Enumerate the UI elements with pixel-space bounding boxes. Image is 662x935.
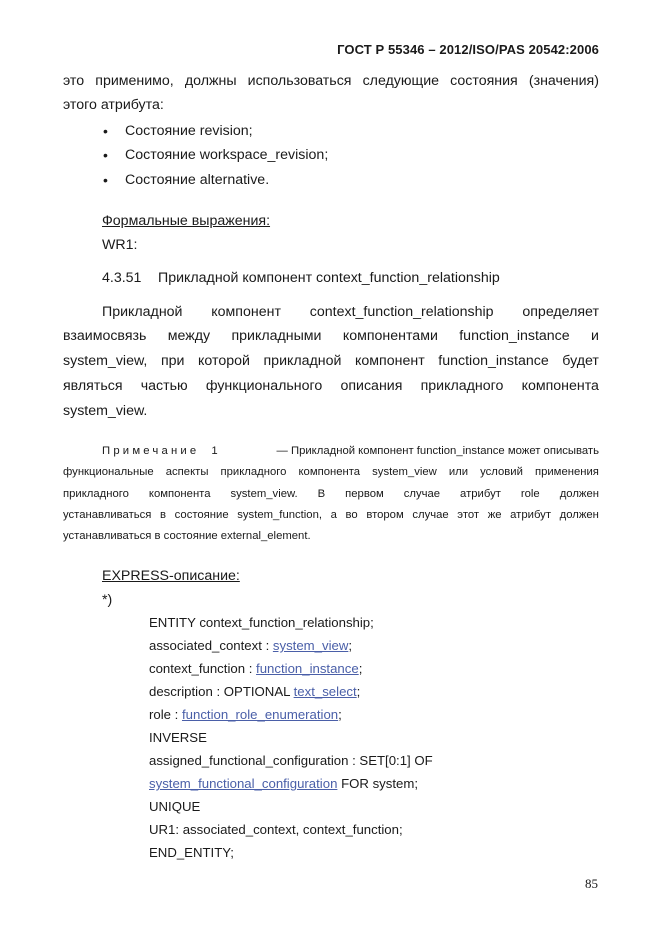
word: В — [317, 488, 326, 500]
section-number: 4.3.51 — [102, 270, 142, 286]
word: должен — [559, 488, 599, 500]
attr-label: context_function : — [149, 661, 257, 676]
word: которой — [198, 353, 250, 369]
note-line-5: устанавливаться в состояние external_element. — [63, 530, 311, 542]
inverse-for-clause: FOR system; — [337, 776, 418, 791]
word: Прикладной — [102, 304, 183, 320]
word: условий — [480, 466, 523, 478]
semicolon: ; — [338, 707, 342, 722]
word: функциональные — [63, 466, 154, 478]
word: определяет — [522, 304, 599, 320]
express-open-marker: *) — [102, 592, 113, 608]
word: этот — [457, 509, 480, 521]
express-heading: EXPRESS-описание: — [102, 568, 240, 584]
word: прикладного — [63, 488, 129, 500]
word: system_function, — [237, 509, 323, 521]
paragraph-line-5: system_view. — [63, 403, 148, 419]
type-link-system-functional-configuration[interactable]: system_functional_configuration — [149, 776, 338, 791]
word: будет — [562, 353, 599, 369]
word: context_function_relationship — [309, 304, 494, 320]
word: role — [520, 488, 540, 500]
entity-declaration: ENTITY context_function_relationship; — [149, 615, 374, 630]
word: являться — [63, 378, 123, 394]
note-line-4 — [63, 507, 599, 523]
attr-role — [149, 706, 342, 724]
inverse-attribute: assigned_functional_configuration : SET[0:1] OF — [149, 753, 433, 768]
paragraph-line-2 — [63, 327, 599, 345]
word: system_view, — [63, 353, 148, 369]
end-entity: END_ENTITY; — [149, 845, 234, 860]
word: компонента — [298, 466, 361, 478]
word: применения — [534, 466, 599, 478]
type-link-text-select[interactable]: text_select — [293, 684, 357, 699]
attr-label: associated_context : — [149, 638, 273, 653]
word: прикладными — [231, 328, 322, 344]
note-line-1 — [102, 443, 599, 459]
note-number: 1 — [211, 445, 218, 457]
bullet-icon: • — [103, 172, 108, 188]
word: состояния — [450, 73, 518, 89]
word: атрибут — [510, 509, 551, 521]
word: должен — [559, 509, 599, 521]
word: взаимосвязь — [63, 328, 147, 344]
word: аспекты — [165, 466, 209, 478]
bullet-item-1: Состояние revision; — [125, 123, 253, 139]
attr-associated-context — [149, 637, 352, 655]
word: первом — [345, 488, 384, 500]
note-line-1-text: — Прикладной компонент function_instance может описывать — [276, 445, 599, 457]
word: случае — [403, 488, 441, 500]
note-line-2 — [63, 464, 599, 480]
word: а — [330, 509, 337, 521]
word: system_view. — [230, 488, 298, 500]
word: применимо, — [95, 73, 174, 89]
word: компонент — [211, 304, 281, 320]
word: между — [167, 328, 211, 344]
semicolon: ; — [358, 661, 363, 676]
word: во — [345, 509, 358, 521]
word: прикладного — [220, 466, 287, 478]
paragraph-line-3 — [63, 352, 599, 370]
word: атрибут — [460, 488, 501, 500]
word: прикладного — [420, 378, 504, 394]
paragraph-line-4 — [63, 377, 599, 395]
word: устанавливаться — [63, 509, 152, 521]
page-number: 85 — [585, 876, 598, 891]
document-header: ГОСТ Р 55346 – 2012/ISO/PAS 20542:2006 — [337, 42, 599, 57]
word: system_view — [372, 466, 437, 478]
word: и — [591, 328, 599, 344]
bullet-icon: • — [103, 123, 108, 139]
word: описания — [340, 378, 403, 394]
word: же — [487, 509, 502, 521]
word: втором — [366, 509, 404, 521]
word: компонент — [355, 353, 425, 369]
wr1-label: WR1: — [102, 237, 138, 253]
unique-keyword: UNIQUE — [149, 799, 201, 814]
word: или — [448, 466, 469, 478]
word: компонента — [521, 378, 599, 394]
word: состояние — [174, 509, 229, 521]
word: при — [160, 353, 185, 369]
attr-context-function — [149, 660, 362, 678]
attr-label: role : — [149, 707, 182, 722]
note-line-3 — [63, 486, 599, 502]
word: использоваться — [247, 73, 352, 89]
intro-line-2: этого атрибута: — [63, 97, 164, 113]
unique-rule: UR1: associated_context, context_function; — [149, 822, 403, 837]
formal-expressions-heading: Формальные выражения: — [102, 213, 271, 229]
word: function_instance — [459, 328, 570, 344]
semicolon: ; — [348, 638, 353, 653]
inverse-attribute-cont — [149, 775, 418, 793]
bullet-item-2: Состояние workspace_revision; — [125, 147, 329, 163]
word: должны — [184, 73, 237, 89]
word: в — [160, 509, 167, 521]
paragraph-line-1 — [102, 303, 599, 321]
word: частью — [140, 378, 188, 394]
note-label: Примечание — [102, 445, 200, 457]
attr-label: description : OPTIONAL — [149, 684, 294, 699]
inverse-keyword: INVERSE — [149, 730, 207, 745]
word: следующие — [362, 73, 440, 89]
semicolon: ; — [356, 684, 361, 699]
word: function_instance — [438, 353, 549, 369]
attr-description — [149, 683, 360, 701]
word: функционального — [205, 378, 323, 394]
bullet-icon: • — [103, 147, 108, 163]
word: это — [63, 73, 85, 89]
type-link-function-role-enumeration[interactable]: function_role_enumeration — [181, 707, 339, 722]
word: компонентами — [342, 328, 438, 344]
type-link-system-view[interactable]: system_view — [272, 638, 349, 653]
bullet-item-3: Состояние alternative. — [125, 172, 270, 188]
word: случае — [412, 509, 449, 521]
word: (значения) — [528, 73, 599, 89]
word: прикладной — [263, 353, 342, 369]
intro-line-1 — [63, 72, 599, 90]
type-link-function-instance[interactable]: function_instance — [256, 661, 359, 676]
word: компонента — [148, 488, 211, 500]
section-title: Прикладной компонент context_function_relationship — [158, 270, 500, 286]
